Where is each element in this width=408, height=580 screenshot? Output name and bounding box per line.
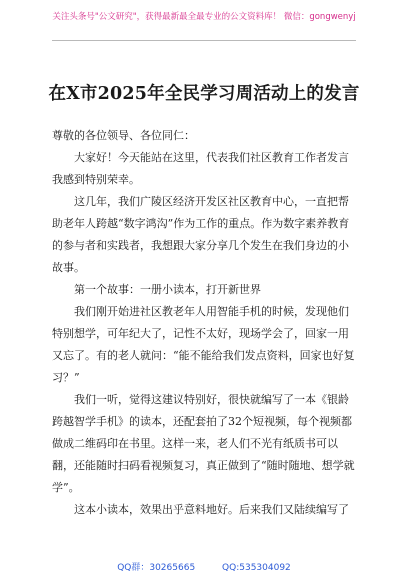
- paragraph: 我们刚开始进社区教老年人用智能手机的时候，发现他们特别想学，可年纪大了，记性不太好，现场学会了，回家一用又忘了。有的老人就问：“能不能给我们发点资料，回家也好复习？”: [52, 305, 355, 384]
- qq-group-number: QQ群：30265665: [117, 563, 196, 573]
- footer-contact: [0, 560, 408, 573]
- paragraph: 这几年，我们广陵区经济开发区社区教育中心，一直把帮助老年人跨越“数字鸿沟”作为工作的重点。作为数字素养教育的参与者和实践者，我想跟大家分享几个发生在我们身边的小故事。: [52, 195, 350, 274]
- document-title: 在X市2025年全民学习周活动上的发言: [48, 84, 360, 104]
- header-note: 关注头条号"公文研究"，获得最新最全最专业的公文资料库！ 微信：gongwenyj: [52, 12, 356, 22]
- paragraph: 我们一听，觉得这建议特别好，很快就编写了一本《银龄跨越智学手机》的读本，还配套拍了32个短视频，每个视频都做成二维码印在书里。这样一来，老人们不光有纸质书可以翻，还能随时扫码看视频复习，真正做到了“随时随地、想学就学”。: [52, 393, 355, 494]
- qq-number: QQ:535304092: [222, 563, 291, 573]
- paragraph: 这本小读本，效果出乎意料地好。后来我们又陆续编写了: [74, 503, 349, 516]
- section-heading: 第一个故事：一册小读本，打开新世界: [74, 283, 261, 296]
- salutation: 尊敬的各位领导、各位同仁：: [52, 129, 195, 142]
- document-body: [52, 125, 356, 521]
- paragraph: 大家好！今天能站在这里，代表我们社区教育工作者发言我感到特别荣幸。: [52, 151, 349, 186]
- header-divider: [52, 40, 356, 41]
